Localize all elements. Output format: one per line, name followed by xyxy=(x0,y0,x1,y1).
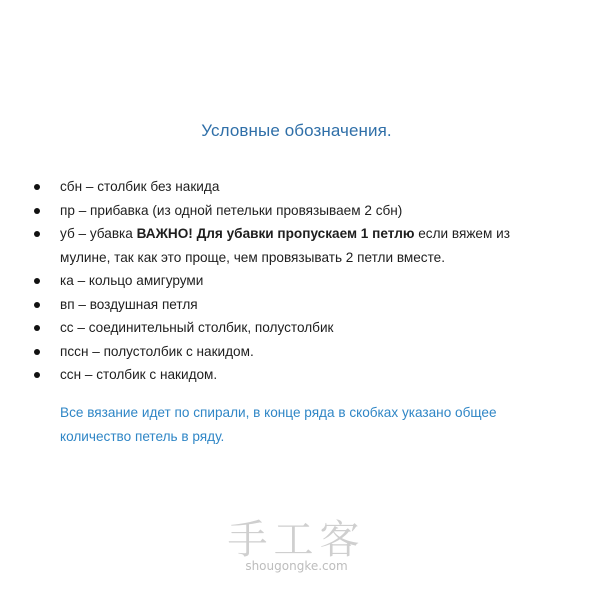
spiral-note: Все вязание идет по спирали, в конце ряда в скобках указано общее количество петель в ряду. xyxy=(60,405,497,444)
watermark-logo: 手工客 xyxy=(227,517,366,563)
legend-item-text: ссн – столбик с накидом. xyxy=(60,367,218,382)
bullet-icon xyxy=(34,372,40,378)
bullet-icon xyxy=(34,302,40,308)
bullet-icon xyxy=(34,278,40,284)
bullet-icon xyxy=(34,208,40,214)
legend-item-vp xyxy=(32,293,562,317)
watermark-url: shougongke.com xyxy=(245,559,348,573)
legend-item-text: ка – кольцо амигуруми xyxy=(60,273,204,288)
legend-item-text: сс – соединительный столбик, полустолбик xyxy=(60,320,334,335)
legend-item-sbn xyxy=(32,175,562,199)
legend-item-ub xyxy=(32,222,562,269)
legend-item-pr xyxy=(32,199,562,223)
legend-item-text: сбн – столбик без накида xyxy=(60,179,220,194)
legend-item-ss xyxy=(32,316,562,340)
legend-item-suffix: если вяжем из мулине, так как это проще, чем провязывать 2 петли вместе. xyxy=(60,226,510,265)
bullet-icon xyxy=(34,231,40,237)
legend-item-prefix: уб – убавка xyxy=(60,226,137,241)
legend-item-text: пссн – полустолбик с накидом. xyxy=(60,343,254,359)
legend-item-important: ВАЖНО! Для убавки пропускаем 1 петлю xyxy=(136,226,415,241)
legend-list xyxy=(32,175,562,387)
document-title: Условные обозначения. xyxy=(201,121,392,140)
legend-item-text: пр – прибавка (из одной петельки провязываем 2 сбн) xyxy=(60,202,403,218)
legend-item-ssn xyxy=(32,363,562,387)
legend-item-pssn xyxy=(32,340,562,364)
bullet-icon xyxy=(34,184,40,190)
bullet-icon xyxy=(34,325,40,331)
legend-item-ka xyxy=(32,269,562,293)
bullet-icon xyxy=(34,349,40,355)
watermark xyxy=(0,518,593,573)
legend-item-text: вп – воздушная петля xyxy=(60,296,198,312)
